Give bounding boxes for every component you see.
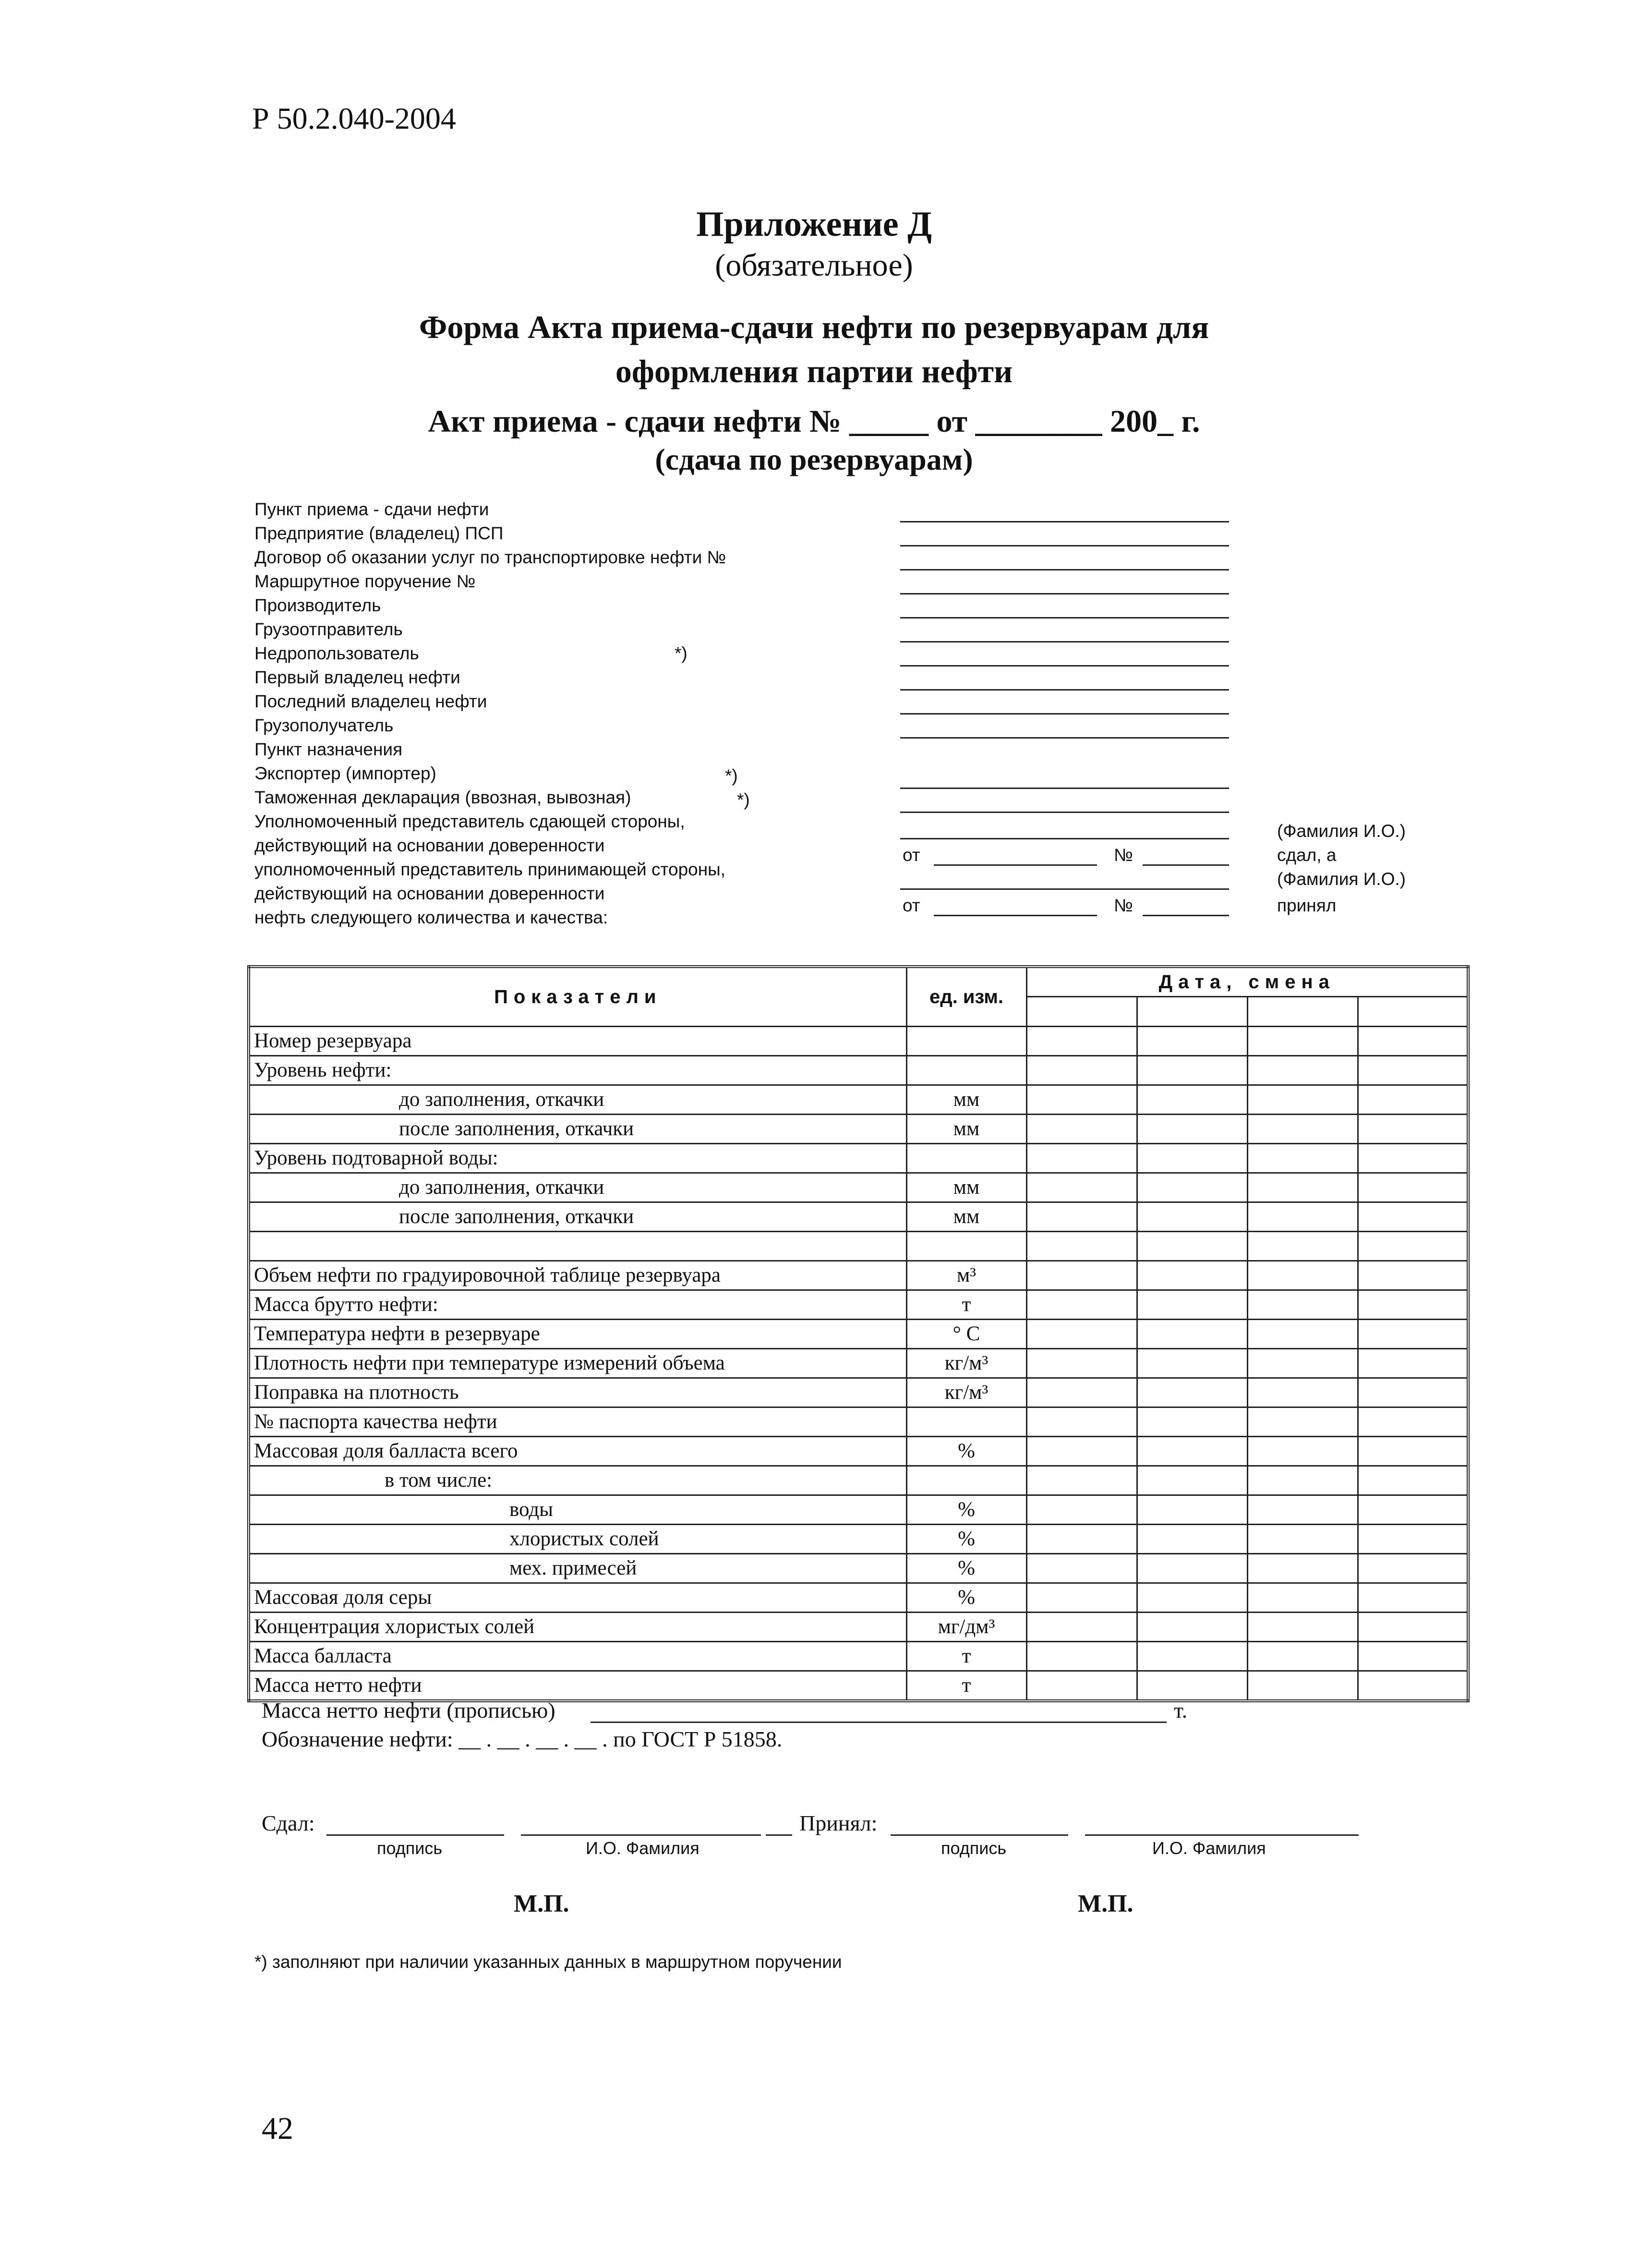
value-cell[interactable] bbox=[1247, 1261, 1358, 1290]
value-cell[interactable] bbox=[1358, 1085, 1468, 1115]
row-label: Масса брутто нефти: bbox=[249, 1290, 906, 1320]
value-cell[interactable] bbox=[1247, 1495, 1358, 1525]
seal-mark: М.П. bbox=[1078, 1890, 1134, 1917]
value-cell[interactable] bbox=[1026, 1027, 1137, 1056]
value-cell[interactable] bbox=[1358, 1349, 1468, 1378]
fill-line[interactable] bbox=[900, 689, 1229, 691]
value-cell[interactable] bbox=[1247, 1613, 1358, 1642]
header-unit: ед. изм. bbox=[906, 967, 1026, 1027]
value-cell[interactable] bbox=[1247, 1466, 1358, 1495]
footnote-marker: *) bbox=[725, 766, 738, 786]
value-cell[interactable] bbox=[1358, 1407, 1468, 1437]
value-cell[interactable] bbox=[1358, 1027, 1468, 1056]
proxy-number-line[interactable] bbox=[1143, 915, 1229, 916]
field-label: уполномоченный представитель принимающей стороны, bbox=[254, 860, 726, 879]
fill-line[interactable] bbox=[900, 713, 1229, 715]
value-cell[interactable] bbox=[1247, 1056, 1358, 1085]
row-label: Плотность нефти при температуре измерений объема bbox=[249, 1349, 906, 1378]
value-cell[interactable] bbox=[1358, 1642, 1468, 1671]
fill-line[interactable] bbox=[900, 569, 1229, 570]
measurements-table bbox=[247, 965, 1470, 1702]
row-label: Температура нефти в резервуаре bbox=[249, 1320, 906, 1349]
value-cell[interactable] bbox=[1247, 1085, 1358, 1115]
appendix-title: Приложение Д bbox=[696, 205, 932, 244]
value-cell[interactable] bbox=[1026, 1554, 1137, 1583]
field-label: Недропользователь bbox=[254, 643, 419, 663]
header-indicators: Показатели bbox=[249, 967, 906, 1027]
value-cell[interactable] bbox=[1026, 1202, 1137, 1232]
value-cell[interactable] bbox=[1026, 1056, 1137, 1085]
value-cell[interactable] bbox=[1358, 1232, 1468, 1261]
value-cell[interactable] bbox=[1247, 1027, 1358, 1056]
field-label: Последний владелец нефти bbox=[254, 691, 487, 711]
row-label: воды bbox=[249, 1495, 906, 1525]
from-label: от bbox=[903, 845, 920, 865]
date-col[interactable] bbox=[1247, 997, 1358, 1027]
row-unit: мм bbox=[906, 1202, 1026, 1232]
name-note: (Фамилия И.О.) bbox=[1277, 821, 1406, 841]
value-cell[interactable] bbox=[1247, 1320, 1358, 1349]
fill-line[interactable] bbox=[900, 641, 1229, 643]
accepted-name-line[interactable] bbox=[1085, 1834, 1359, 1836]
value-cell[interactable] bbox=[1026, 1320, 1137, 1349]
value-cell[interactable] bbox=[1137, 1056, 1247, 1085]
fill-line[interactable] bbox=[900, 737, 1229, 739]
row-unit bbox=[906, 1466, 1026, 1495]
row-unit: м³ bbox=[906, 1261, 1026, 1290]
row-unit: кг/м³ bbox=[906, 1349, 1026, 1378]
row-label: в том числе: bbox=[249, 1466, 906, 1495]
date-col[interactable] bbox=[1137, 997, 1247, 1027]
value-cell[interactable] bbox=[1137, 1232, 1247, 1261]
field-label: нефть следующего количества и качества: bbox=[254, 908, 608, 927]
row-unit: % bbox=[906, 1583, 1026, 1613]
field-label: Пункт приема - сдачи нефти bbox=[254, 499, 489, 519]
value-cell[interactable] bbox=[1247, 1437, 1358, 1466]
value-cell[interactable] bbox=[1137, 1378, 1247, 1407]
row-label: до заполнения, откачки bbox=[249, 1173, 906, 1202]
value-cell[interactable] bbox=[1137, 1613, 1247, 1642]
value-cell[interactable] bbox=[1026, 1407, 1137, 1437]
field-label: Договор об оказании услуг по транспортировке нефти № bbox=[254, 547, 726, 567]
row-unit: мг/дм³ bbox=[906, 1613, 1026, 1642]
value-cell[interactable] bbox=[1137, 1320, 1247, 1349]
value-cell[interactable] bbox=[1247, 1378, 1358, 1407]
field-label: Грузоотправитель bbox=[254, 619, 403, 639]
signature-caption: подпись bbox=[377, 1838, 443, 1858]
footnote-marker: *) bbox=[675, 643, 687, 663]
net-mass-words-label: Масса нетто нефти (прописью) bbox=[262, 1698, 555, 1722]
value-cell[interactable] bbox=[1358, 1144, 1468, 1173]
row-label: до заполнения, откачки bbox=[249, 1085, 906, 1115]
fill-line[interactable] bbox=[900, 788, 1229, 789]
value-cell[interactable] bbox=[1137, 1495, 1247, 1525]
row-label: после заполнения, откачки bbox=[249, 1115, 906, 1144]
value-cell[interactable] bbox=[1026, 1583, 1137, 1613]
value-cell[interactable] bbox=[1247, 1554, 1358, 1583]
value-cell[interactable] bbox=[1137, 1027, 1247, 1056]
value-cell[interactable] bbox=[1026, 1466, 1137, 1495]
value-cell[interactable] bbox=[1358, 1495, 1468, 1525]
value-cell[interactable] bbox=[1137, 1525, 1247, 1554]
value-cell[interactable] bbox=[1358, 1437, 1468, 1466]
value-cell[interactable] bbox=[1137, 1554, 1247, 1583]
value-cell[interactable] bbox=[1247, 1407, 1358, 1437]
value-cell[interactable] bbox=[1137, 1349, 1247, 1378]
field-label: действующий на основании доверенности bbox=[254, 884, 605, 903]
fill-line[interactable] bbox=[900, 665, 1229, 667]
number-label: № bbox=[1114, 845, 1133, 865]
value-cell[interactable] bbox=[1358, 1056, 1468, 1085]
value-cell[interactable] bbox=[1026, 1085, 1137, 1115]
value-cell[interactable] bbox=[1026, 1495, 1137, 1525]
value-cell[interactable] bbox=[1247, 1642, 1358, 1671]
value-cell[interactable] bbox=[1358, 1115, 1468, 1144]
row-label: Концентрация хлористых солей bbox=[249, 1613, 906, 1642]
value-cell[interactable] bbox=[1137, 1407, 1247, 1437]
form-title-line-1: Форма Акта приема-сдачи нефти по резервуарам для bbox=[419, 309, 1209, 345]
row-label: Объем нефти по градуировочной таблице резервуара bbox=[249, 1261, 906, 1290]
value-cell[interactable] bbox=[1247, 1525, 1358, 1554]
value-cell[interactable] bbox=[1358, 1583, 1468, 1613]
handed-note: сдал, а bbox=[1277, 845, 1337, 865]
value-cell[interactable] bbox=[1358, 1525, 1468, 1554]
row-unit: т bbox=[906, 1671, 1026, 1701]
row-unit bbox=[906, 1407, 1026, 1437]
row-unit: кг/м³ bbox=[906, 1378, 1026, 1407]
row-unit: мм bbox=[906, 1115, 1026, 1144]
row-label: мех. примесей bbox=[249, 1554, 906, 1583]
form-title bbox=[0, 305, 1628, 393]
net-mass-words-line[interactable] bbox=[591, 1722, 1167, 1723]
date-col[interactable] bbox=[1026, 997, 1137, 1027]
value-cell[interactable] bbox=[1137, 1085, 1247, 1115]
value-cell[interactable] bbox=[1358, 1466, 1468, 1495]
proxy-date-line[interactable] bbox=[934, 864, 1097, 866]
name-caption: И.О. Фамилия bbox=[1152, 1838, 1266, 1858]
value-cell[interactable] bbox=[1026, 1378, 1137, 1407]
oil-code-line: Обозначение нефти: __ . __ . __ . __ . по ГОСТ Р 51858. bbox=[262, 1727, 783, 1751]
value-cell[interactable] bbox=[1247, 1202, 1358, 1232]
row-label: Уровень подтоварной воды: bbox=[249, 1144, 906, 1173]
value-cell[interactable] bbox=[1137, 1261, 1247, 1290]
field-label: Предприятие (владелец) ПСП bbox=[254, 523, 504, 543]
appendix-status: (обязательное) bbox=[715, 248, 913, 283]
fill-line[interactable] bbox=[900, 838, 1229, 839]
value-cell[interactable] bbox=[1137, 1290, 1247, 1320]
footnote: *) заполняют при наличии указанных данных в маршрутном поручении bbox=[254, 1952, 842, 1972]
value-cell[interactable] bbox=[1137, 1466, 1247, 1495]
value-cell[interactable] bbox=[1358, 1290, 1468, 1320]
fill-line[interactable] bbox=[900, 812, 1229, 813]
value-cell[interactable] bbox=[1026, 1671, 1137, 1701]
handed-name-line[interactable] bbox=[521, 1834, 761, 1836]
field-label: Пункт назначения bbox=[254, 740, 403, 759]
field-label: Производитель bbox=[254, 595, 381, 615]
accepted-signature-line[interactable] bbox=[891, 1834, 1068, 1836]
value-cell[interactable] bbox=[1358, 1173, 1468, 1202]
row-unit: % bbox=[906, 1437, 1026, 1466]
field-label: Таможенная декларация (ввозная, вывозная) bbox=[254, 788, 631, 807]
date-col[interactable] bbox=[1358, 997, 1468, 1027]
value-cell[interactable] bbox=[1026, 1144, 1137, 1173]
value-cell[interactable] bbox=[1026, 1437, 1137, 1466]
value-cell[interactable] bbox=[1026, 1290, 1137, 1320]
row-unit: мм bbox=[906, 1085, 1026, 1115]
row-unit: мм bbox=[906, 1173, 1026, 1202]
row-unit: % bbox=[906, 1525, 1026, 1554]
value-cell[interactable] bbox=[1247, 1115, 1358, 1144]
proxy-date-line[interactable] bbox=[934, 915, 1097, 916]
value-cell[interactable] bbox=[1358, 1378, 1468, 1407]
row-label: хлористых солей bbox=[249, 1525, 906, 1554]
value-cell[interactable] bbox=[1247, 1290, 1358, 1320]
accepted-note: принял bbox=[1277, 896, 1337, 915]
row-label: Масса нетто нефти bbox=[249, 1671, 906, 1701]
value-cell[interactable] bbox=[1026, 1115, 1137, 1144]
value-cell[interactable] bbox=[1247, 1583, 1358, 1613]
act-subheading: (сдача по резервуарам) bbox=[655, 442, 973, 476]
row-unit bbox=[906, 1144, 1026, 1173]
field-label: Уполномоченный представитель сдающей стороны, bbox=[254, 812, 685, 831]
fill-line[interactable] bbox=[900, 593, 1229, 594]
value-cell[interactable] bbox=[1026, 1349, 1137, 1378]
value-cell[interactable] bbox=[1137, 1642, 1247, 1671]
value-cell[interactable] bbox=[1137, 1115, 1247, 1144]
footnote-marker: *) bbox=[737, 790, 750, 810]
field-label: Маршрутное поручение № bbox=[254, 571, 476, 591]
row-label: после заполнения, откачки bbox=[249, 1202, 906, 1232]
value-cell[interactable] bbox=[1026, 1261, 1137, 1290]
row-label: Массовая доля серы bbox=[249, 1583, 906, 1613]
value-cell[interactable] bbox=[1137, 1144, 1247, 1173]
header-date-shift: Дата, смена bbox=[1026, 967, 1468, 997]
row-label: Массовая доля балласта всего bbox=[249, 1437, 906, 1466]
value-cell[interactable] bbox=[1358, 1554, 1468, 1583]
fill-line[interactable] bbox=[900, 888, 1229, 890]
form-title-line-2: оформления партии нефти bbox=[615, 353, 1013, 389]
fill-line[interactable] bbox=[900, 617, 1229, 619]
name-note: (Фамилия И.О.) bbox=[1277, 869, 1406, 889]
document-number: Р 50.2.040-2004 bbox=[252, 101, 456, 135]
value-cell[interactable] bbox=[1026, 1173, 1137, 1202]
value-cell[interactable] bbox=[1137, 1583, 1247, 1613]
net-mass-unit: т. bbox=[1174, 1698, 1188, 1722]
name-caption: И.О. Фамилия bbox=[586, 1838, 699, 1858]
field-label: Экспортер (импортер) bbox=[254, 764, 436, 783]
value-cell[interactable] bbox=[1026, 1232, 1137, 1261]
line-connector bbox=[766, 1834, 792, 1836]
row-label: № паспорта качества нефти bbox=[249, 1407, 906, 1437]
row-unit: ° С bbox=[906, 1320, 1026, 1349]
handed-label: Сдал: bbox=[262, 1811, 315, 1835]
row-unit: т bbox=[906, 1642, 1026, 1671]
fill-line[interactable] bbox=[900, 545, 1229, 546]
accepted-label: Принял: bbox=[799, 1811, 878, 1835]
row-unit bbox=[906, 1232, 1026, 1261]
row-label bbox=[249, 1232, 906, 1261]
value-cell[interactable] bbox=[1358, 1261, 1468, 1290]
value-cell[interactable] bbox=[1247, 1173, 1358, 1202]
value-cell[interactable] bbox=[1137, 1671, 1247, 1701]
value-cell[interactable] bbox=[1247, 1349, 1358, 1378]
row-unit: т bbox=[906, 1290, 1026, 1320]
row-unit bbox=[906, 1056, 1026, 1085]
row-label: Уровень нефти: bbox=[249, 1056, 906, 1085]
row-label: Масса балласта bbox=[249, 1642, 906, 1671]
from-label: от bbox=[903, 896, 920, 915]
handed-signature-line[interactable] bbox=[326, 1834, 504, 1836]
row-label: Поправка на плотность bbox=[249, 1378, 906, 1407]
value-cell[interactable] bbox=[1358, 1671, 1468, 1701]
row-unit: % bbox=[906, 1495, 1026, 1525]
page-number: 42 bbox=[262, 2111, 293, 2146]
field-label: Первый владелец нефти bbox=[254, 667, 460, 687]
value-cell[interactable] bbox=[1358, 1613, 1468, 1642]
row-label: Номер резервуара bbox=[249, 1027, 906, 1056]
value-cell[interactable] bbox=[1247, 1232, 1358, 1261]
row-unit: % bbox=[906, 1554, 1026, 1583]
number-label: № bbox=[1114, 896, 1133, 915]
row-unit bbox=[906, 1027, 1026, 1056]
proxy-number-line[interactable] bbox=[1143, 864, 1229, 866]
fill-line[interactable] bbox=[900, 521, 1229, 522]
value-cell[interactable] bbox=[1247, 1671, 1358, 1701]
seal-mark: М.П. bbox=[514, 1890, 569, 1917]
value-cell[interactable] bbox=[1137, 1437, 1247, 1466]
value-cell[interactable] bbox=[1358, 1320, 1468, 1349]
value-cell[interactable] bbox=[1247, 1144, 1358, 1173]
value-cell[interactable] bbox=[1026, 1613, 1137, 1642]
value-cell[interactable] bbox=[1026, 1642, 1137, 1671]
value-cell[interactable] bbox=[1358, 1202, 1468, 1232]
value-cell[interactable] bbox=[1137, 1202, 1247, 1232]
value-cell[interactable] bbox=[1137, 1173, 1247, 1202]
value-cell[interactable] bbox=[1026, 1525, 1137, 1554]
field-label: действующий на основании доверенности bbox=[254, 836, 605, 855]
signature-caption: подпись bbox=[941, 1838, 1007, 1858]
act-heading: Акт приема - сдачи нефти № _____ от ________ 200_ г. bbox=[428, 404, 1200, 439]
field-label: Грузополучатель bbox=[254, 716, 394, 735]
